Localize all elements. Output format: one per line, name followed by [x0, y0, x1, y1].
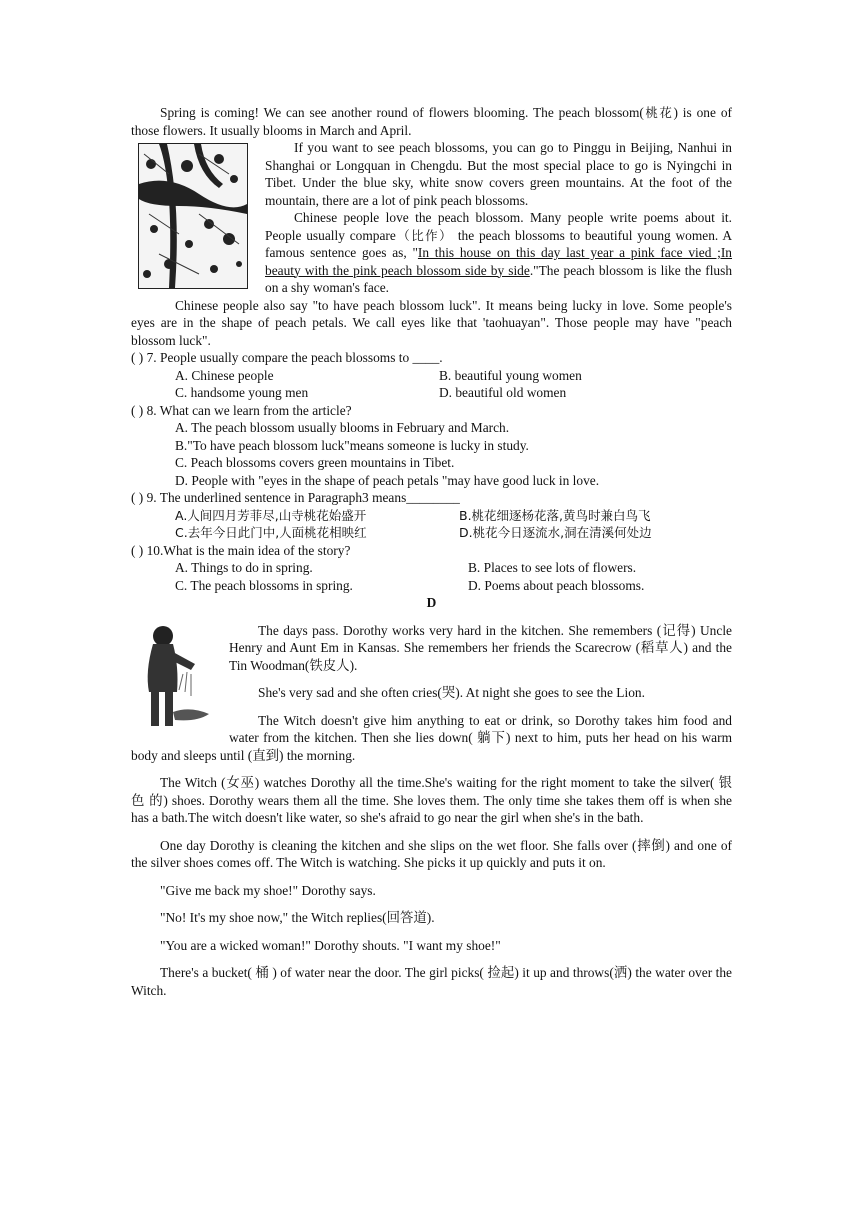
dorothy-illustration: [135, 622, 213, 734]
section-d-paragraph-2: She's very sad and she often cries(哭). At night she goes to see the Lion.: [258, 685, 645, 700]
passage-c-paragraph-2: If you want to see peach blossoms, you can go to Pinggu in Beijing, Nanhui in Shanghai or Longquan in Chengdu. But the most special place to go is Nyingchi in Tibet. Under the blue sky, white snow covers green mountains. At the foot of the mountain, there are a lot of pink peach blossoms.: [265, 140, 732, 208]
question-10-option-b[interactable]: B. Places to see lots of flowers.: [468, 560, 637, 575]
question-9-options: [131, 507, 732, 542]
section-d-heading: D: [426, 595, 437, 610]
section-d-paragraph-3: The Witch doesn't give him anything to eat or drink, so Dorothy takes him food and water from the kitchen. Then she lies down( 躺下) next to him, puts her head on his warm body and sleeps until (直到) the morning.: [131, 712, 732, 763]
question-8-stem: ( ) 8. What can we learn from the article?: [131, 402, 352, 418]
question-10-option-d[interactable]: D. Poems about peach blossoms.: [468, 577, 645, 593]
question-7-option-c[interactable]: C. handsome young men: [175, 385, 309, 400]
peach-blossom-illustration: [138, 143, 248, 289]
question-10-stem: ( ) 10.What is the main idea of the story?: [131, 542, 351, 558]
passage-c-paragraph-4: Chinese people also say "to have peach blossom luck". It means being lucky in love. Some people's eyes are in the shape of peach petals. We call eyes like that 'taohuayan". Those people may have "peach blossom luck".: [131, 297, 732, 348]
question-7-options: [131, 367, 732, 402]
question-9-option-c[interactable]: C.去年今日此门中,人面桃花相映红: [175, 525, 367, 540]
question-7-option-d[interactable]: D. beautiful old women: [439, 385, 567, 400]
question-7-stem: ( ) 7. People usually compare the peach blossoms to ____.: [131, 350, 443, 365]
question-8-option-b[interactable]: B."To have peach blossom luck"means someone is lucky in study.: [175, 437, 529, 453]
passage-c-paragraph-3: Chinese people love the peach blossom. Many people write poems about it. People usually compare（比作） the peach blossoms to beautiful young women. A famous sentence goes as, "In this house on this day last year a pink face vied ;In beauty with the pink peach blossom side by side."The peach blossom is like the flush on a shy woman's face.: [265, 210, 733, 295]
section-d-paragraph-8: "You are a wicked woman!" Dorothy shouts. "I want my shoe!": [160, 937, 501, 953]
document-body: [131, 104, 732, 999]
passage-c-paragraph-1: Spring is coming! We can see another round of flowers blooming. The peach blossom(桃花) is one of those flowers. It usually blooms in March and April.: [131, 105, 732, 138]
section-d-paragraph-7: "No! It's my shoe now," the Witch replies(回答道).: [160, 910, 435, 925]
section-d-paragraph-9: There's a bucket( 桶 ) of water near the door. The girl picks( 捡起) it up and throws(洒) the water over the Witch.: [131, 965, 732, 998]
question-8-option-c[interactable]: C. Peach blossoms covers green mountains in Tibet.: [175, 455, 455, 470]
question-8-option-d[interactable]: D. People with "eyes in the shape of peach petals "may have good luck in love.: [175, 472, 600, 488]
section-d-paragraph-5: One day Dorothy is cleaning the kitchen and she slips on the wet floor. She falls over (摔倒) and one of the silver shoes comes off. The Witch is watching. She picks it up quickly and puts it on.: [131, 837, 732, 870]
question-7-option-b[interactable]: B. beautiful young women: [439, 367, 582, 383]
section-d-paragraph-6: "Give me back my shoe!" Dorothy says.: [160, 882, 376, 898]
question-10-option-c[interactable]: C. The peach blossoms in spring.: [175, 577, 353, 593]
section-d-paragraph-4: The Witch (女巫) watches Dorothy all the time.She's waiting for the right moment to take the silver( 银 色 的) shoes. Dorothy wears them all the time. She loves them. The only time she takes them off is when she has a bath.The witch doesn't like water, so she's afraid to go near the girl when she's in the bath.: [131, 775, 732, 825]
section-d-paragraph-1: The days pass. Dorothy works very hard in the kitchen. She remembers (记得) Uncle Henry and Aunt Em in Kansas. She remembers her friends the Scarecrow (稻草人) and the Tin Woodman(铁皮人).: [229, 622, 732, 673]
underlined-sentence: In this house on this day last year a pink face vied ;In beauty with the pink peach blossom side by side: [265, 245, 733, 278]
question-9-stem: ( ) 9. The underlined sentence in Paragraph3 means________: [131, 490, 460, 505]
question-9-option-b[interactable]: B.桃花细逐杨花落,黄鸟时兼白鸟飞: [459, 507, 651, 523]
question-7-option-a[interactable]: A. Chinese people: [175, 367, 274, 383]
question-10-options: [131, 559, 732, 594]
question-8-option-a[interactable]: A. The peach blossom usually blooms in February and March.: [175, 420, 510, 435]
question-9-option-d[interactable]: D.桃花今日逐流水,洞在清溪何处边: [459, 525, 652, 540]
question-10-option-a[interactable]: A. Things to do in spring.: [175, 560, 313, 575]
question-9-option-a[interactable]: A.人间四月芳菲尽,山寺桃花始盛开: [175, 507, 367, 523]
